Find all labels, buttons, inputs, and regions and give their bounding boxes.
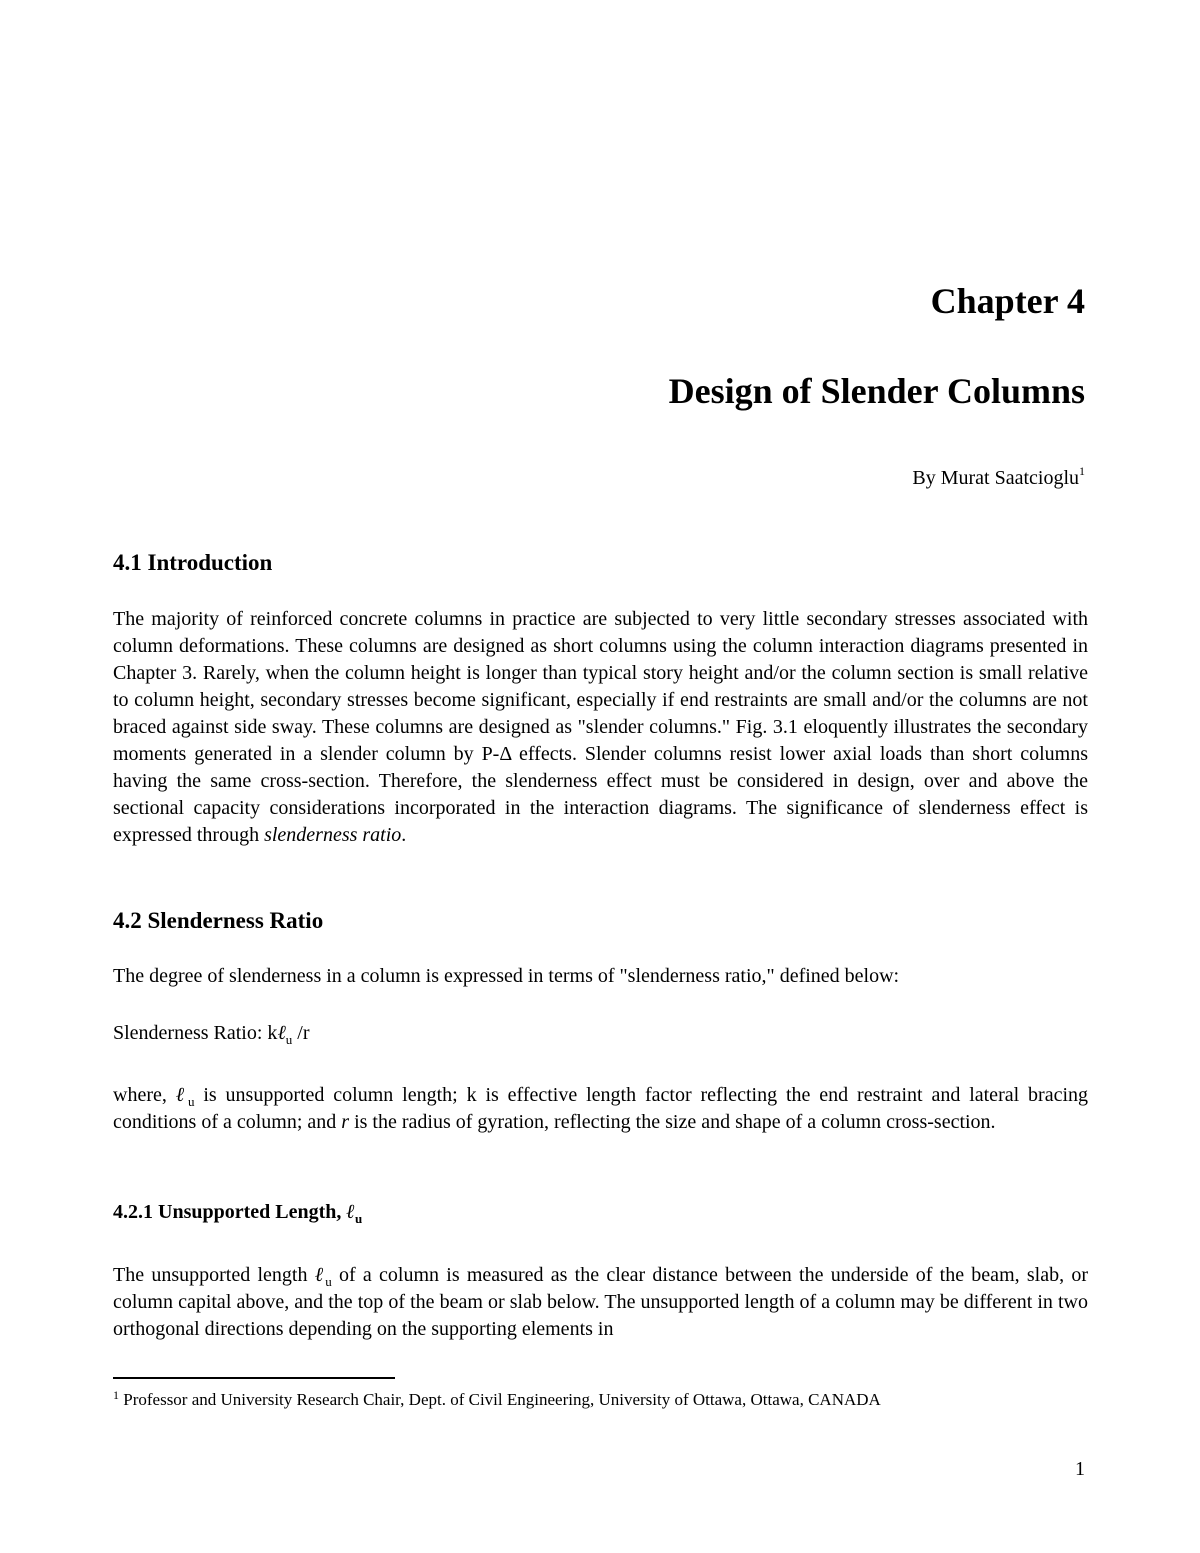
chapter-number: Chapter 4 bbox=[930, 281, 1085, 321]
where-text-2: is the radius of gyration, reflecting the size and shape of a column cross-section. bbox=[349, 1111, 996, 1133]
unsupported-lead: The unsupported length bbox=[113, 1264, 315, 1286]
page-number: 1 bbox=[1075, 1458, 1085, 1480]
slenderness-definition: The degree of slenderness in a column is expressed in terms of "slenderness ratio," defined below: bbox=[113, 965, 900, 987]
subsection-ell-symbol: ℓ bbox=[346, 1201, 355, 1223]
slenderness-formula bbox=[113, 1022, 310, 1045]
subsection-heading-text: 4.2.1 Unsupported Length, bbox=[113, 1201, 347, 1223]
subsection-heading-unsupported-length bbox=[113, 1201, 362, 1224]
author-name: By Murat Saatcioglu bbox=[912, 467, 1079, 489]
slenderness-ratio-emphasis: slenderness ratio bbox=[264, 824, 402, 846]
formula-ell-symbol: ℓ bbox=[277, 1022, 286, 1044]
introduction-period: . bbox=[401, 824, 407, 846]
formula-subscript: u bbox=[285, 1032, 293, 1047]
footnote-mark: 1 bbox=[113, 1388, 119, 1402]
introduction-paragraph bbox=[113, 606, 1088, 849]
unsupported-length-paragraph bbox=[113, 1262, 1088, 1343]
footnote-text: Professor and University Research Chair, Dept. of Civil Engineering, University of Ottawa, Ottawa, CANADA bbox=[119, 1390, 881, 1409]
unsupported-text: of a column is measured as the clear distance between the underside of the beam, slab, or column capital above, and the top of the beam or slab below. The unsupported length of a column may be different in two orthogonal directions depending on the supporting elements in bbox=[113, 1264, 1088, 1340]
where-r-symbol: r bbox=[341, 1111, 350, 1133]
subsection-subscript: u bbox=[354, 1211, 363, 1226]
unsupported-subscript: u bbox=[325, 1274, 332, 1289]
where-lead: where, bbox=[113, 1084, 176, 1106]
formula-label: Slenderness Ratio: k bbox=[113, 1022, 278, 1044]
author-footnote-mark: 1 bbox=[1079, 464, 1085, 478]
section-heading-introduction: 4.1 Introduction bbox=[113, 550, 273, 575]
where-ell-symbol: ℓ bbox=[175, 1084, 188, 1106]
footnote bbox=[113, 1390, 881, 1410]
where-subscript: u bbox=[187, 1094, 195, 1109]
formula-tail: /r bbox=[292, 1022, 310, 1044]
where-text-1: is unsupported column length; k is effective length factor reflecting the end restraint and lateral bracing conditions of a column; and bbox=[113, 1084, 1089, 1133]
where-paragraph bbox=[113, 1082, 1088, 1136]
unsupported-ell-symbol: ℓ bbox=[314, 1264, 326, 1286]
author-line bbox=[912, 464, 1085, 490]
footnote-divider bbox=[113, 1377, 395, 1379]
section-heading-slenderness-ratio: 4.2 Slenderness Ratio bbox=[113, 908, 324, 933]
chapter-title: Design of Slender Columns bbox=[668, 371, 1085, 411]
introduction-text: The majority of reinforced concrete columns in practice are subjected to very little secondary stresses associated with column deformations. These columns are designed as short columns using the column interaction diagrams presented in Chapter 3. Rarely, when the column height is longer than typical story height and/or the column section is small relative to column height, secondary stresses become significant, especially if end restraints are small and/or the columns are not braced against side sway. These columns are designed as "slender columns." Fig. 3.1 eloquently illustrates the secondary moments generated in a slender column by P-Δ effects. Slender columns resist lower axial loads than short columns having the same cross-section. Therefore, the slenderness effect must be considered in design, over and above the sectional capacity considerations incorporated in the interaction diagrams. The significance of slenderness effect is expressed through bbox=[113, 608, 1088, 846]
